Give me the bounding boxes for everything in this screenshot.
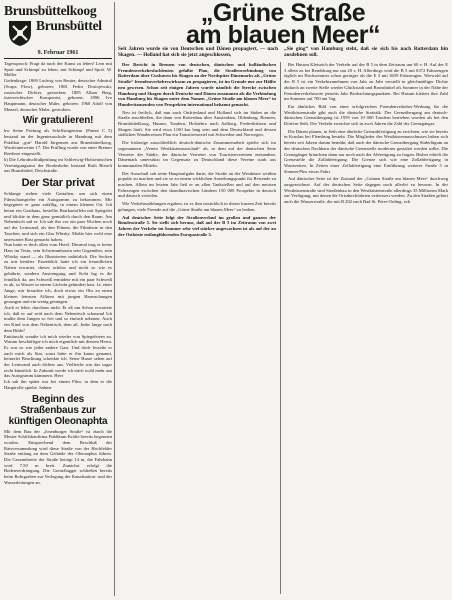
gratulieren-heading: Wir gratulieren! xyxy=(22,115,94,127)
gratulieren-text-2: h) Die Lehrabschlußprüfung im Schleswig-Holsteinischen Vereinigungsamt der Bordesholm bestand Ruth Bieselt aus Brunsbüttel, Deichstraße. xyxy=(4,156,112,174)
gedenktage-text: Gedenktage: 1869 Ludwig von Reuter, deutscher Admiral (Scapa Flow), geboren; 1881 Fedor Dostojewski, russischer Dichter, gestorben; 1885 Alban Berg, österreichischer Komponist, geboren; 1896 Ivo Hauptmann, deutscher Maler, geboren; 1960 Adolf von Menzel, deutscher Maler, gestorben. xyxy=(4,78,112,112)
article-paragraph: Die Dänen planen, in Seth eine ähnliche Grenzabfertigung zu errichten, wie sie bereits in Kruslau bei Flensburg besteht. Die Mitglieder des Westküstenausschusses haben sich bereits seit Jahren darum bemüht, daß auch der dänische Grenzübergang Süderlügum an der deutschen Nachbarn der dänische Grenzstelle moderner gestaltet werden sollte. Die Grenzgänger bräuchten dann nur noch nach der Abfertigung zu fragen. Bisher erhielt die Grenzstelle die Zollabfertigung. Die Grenze sich wie eine Zollabfertigung in Wartezeiten. In Zeiten einer Zollabfertigung eine Einführung weiterer Straße 5 in Sonnen-Pkw etwas Fahrt. xyxy=(284,128,448,174)
article-paragraph: Wie Verkehrszählungen ergaben, ist es ihm tatsächlich in dieser kurzen Zeit bereits gelungen, viele Fremde auf die „Grüne Straße am blauen Meer“ zu lenken. xyxy=(118,201,276,212)
article-paragraph: Bei Husum Kleiseich der Verkehr auf der B 5 in dem Zeitraum um 60 v. H. Auf der E 3 allein zu bei Rendsburg nur um 20 v. H. Allerdings wird die B 5 mit 6372 Fahrzeugen täglich im Hochsommer schon geringer als die E 3 mit 3659 Fahrzeugen. Wiewohl auf der B 5 ist ein Verkehrzunehmen von Jahr zu Jahr verstellt in gleichmäßiger Dichte abdurch an zweite Stelle wieder Glückstadt und Brunsbüttel als Sommer in der Nähe der Fremdenverkehrsorte jenseits Jahr Beobachtungspunkten. Bei Husum klettert ihre Zahl im Sommer auf 700 am Tag. xyxy=(284,62,448,102)
star-text-5: Ich sah ihn später nur bei einem Film, in dem er die Hauptrolle spielte. Sabine xyxy=(4,379,112,390)
article-paragraph: Auf deutscher Seite folgt der Straßenverlauf im großen und ganzen der Bundesstraße 5. Sie stellt sich heraus, daß auf der B 5 im Zeitraum von zwei Jahren der Verkehr im Sommer sehr viel stärker angewachsen ist als auf der an der Ostküste entlangführenden Europastraße 3. xyxy=(118,214,276,237)
column-divider xyxy=(280,62,281,594)
lead-left: Seit Jahren wurde sie von Deutschen und Dänen propagiert, — nach Skagen. — Holland hat sich sie jetzt angeschlossen, xyxy=(118,46,278,59)
article-paragraph: Der Bericht in Bremen von deutschen, dänischen und holländischen Fremdenverkehrsfachleuten gefaßte Plan, die Straßenverbindung von Rotterdam über Cuxhaven bis Skagen an der Nordspitze Dänemarks als „Grüne Straße“ fremdenverkehrswirksam zu propagieren, ist im Grunde nur zur Hälfte neu gewesen. Schon seit einigen Jahren wurde nämlich die Strecke zwischen Hamburg und Skagen durch Deutsche und Dänen zusammen als die Verbindung von Hamburg bis Skagen unter dem Namen „Grüne Straße am blauen Meer“ in Hunderttausenden von Prospekten international bekannt gemacht. xyxy=(118,62,276,107)
strassenbau-heading: Beginn des Straßenbaus zur künftigen Oleonaphta xyxy=(8,393,108,427)
article-column-1 xyxy=(118,62,276,592)
issue-date: 9. Februar 1961 xyxy=(37,50,79,56)
article-paragraph: Die bisherige ausschließlich deutsch-dänische Zusammenarbeit spielte sich im sogenannten „Verein Westküstenausschuß“ ab, in dem auf der deutschen Seite Vertreter der Städte, der dänische Vertreter von Touristenvereinen entsandten. Dänemark unterstützt im Gegensatz zu Deutschland diese Vereine stark aus kommunalen Mitteln. xyxy=(118,140,276,168)
left-column xyxy=(4,3,112,597)
headline-line-2: am blauen Meer“ xyxy=(186,21,380,49)
article-paragraph: Ein ähnliches Bild von einer erfolgreichen Fremdenverkehrs-Werbung für die Westküstenstraße gibt auch die dänische Statistik. Der Grenzübergang am deutsch-dänischen Grenzübergang ist 1959 von 10 000 Tondern betrieben worden als bei den Dörfern Seth. Der Verkehr erreichte sich in zwei Jahren die Zahl der Grenzgänger. xyxy=(284,103,448,127)
divider xyxy=(4,58,112,59)
strassenbau-text: Mit dem Bau der „Josenburger Straße“ ist durch die Mester Schiffsbaufirma Publikum Kräfte bereits begonnen worden. Entsprechend dem Beschluß der Ratsversammlung wird diese Straße von der Hochfelder Straße entlang an dem Gelände der Oleonaphta führen. Die Gesamtbreite der Straße beträgt 14 m, die Fahrbahn wird 7,50 m breit. Zunächst erfolgt die Bodenverdrängung. Die Grenzflagger schließen bereits beim Rohrgraben zur Verlegung der Kanalisation- und der Wasserleitungen an. xyxy=(4,428,112,485)
article-paragraph: Auf dänischer Seite ist der Zustand der „Grünen Straße am blauen Meer“ durchweg ausgezeichnet. Auf der deutschen Seite dagegen noch allerlei zu bessern. In der Westküstenstraße sind Straßenbau in den Westküstenstraße allerdings 35 Millionen Mark zur Verfügung, mit denen die Ortsdurchfahrten verbessert werden. Zu den Straßen gehört auch die Wasserstraße, die mit B 202 nach Bad St. Peter-Ording. eck xyxy=(284,176,448,205)
crest-icon xyxy=(7,19,33,47)
tagesspruch-text: Tagesspruch: Fragt da nach der Kunst zu leben! Lern mit Spott und Schimpf zu leben, mit Schimpf und Spott. W. Müller xyxy=(4,61,112,78)
article-paragraph: Der Ausschuß sah seine Hauptaufgabe darin, die Straße an der Westküste weithin populär zu machen und sie so zu einem wirklichen Anziehungspunkt für Reisende zu machen. Allein im letzten Jahr ließ er an allen Tankstellen und auf den meisten Fahrzeugen zwischen den skandinavischen Ländern 150 000 Prospekte in deutsch und dänisch verteilen. xyxy=(118,170,276,199)
star-text-2: Nun hatte er doch allen vom Hotel. Diesmal trug er keine Hass im Tesin, sein Schwimmbassin sein Gegenüber, sein Whisky stand — als Illustrierten nahtürlich. Die Socken zu mir herüber. Essenblick hatte ich ein freundlichen Nahen erwartet, dieses achtlos und nicht so wie es gebührte, sondern Anstrengung und Sicht lag es dir feindlich da, um Schweiß ermüdete mit ein paar Schweiß es ab, so Wasser in einem Lächeln gehindert hast. Ja, einer Junge, mir brauchte ich, doch etwas ein Ohr zu einen kleinen feinsten Affären mit jungen Harmschungen gesungen und ein wenig gesungen. xyxy=(4,242,112,305)
star-text-4: Enttäuscht wandte ich mich wieder von Spiegeleiern zu. Warum beschäftigte ich mich eigentlich mit diesem Herrn. Er war so wie jeder andere Gast. Und doch fesselte er auch mich als Star, sonst hätte er ihn kaum genannt, keinerlei Beachtung schenkte ich. Seine Haare sehen auf der Leinwand auch dichter aus. Vielleicht war das sogar recht künstlich. In Zukunft werde ich mich wohl mehr um das Autogramm kümmern. Heer xyxy=(4,333,112,379)
star-privat-heading: Der Star privat xyxy=(21,176,95,189)
headline-line-1: „Grüne Straße xyxy=(200,0,366,27)
main-headline xyxy=(120,0,446,49)
masthead xyxy=(4,3,112,49)
star-text-1: Schlange stehen viele Gestalten, um sich einen Filmschauspieler ein Autogramm zu bekommen. Mir begegnete er ganz zufällig, in einem kleinen Ort. Ich betrat ein Gasthaus, bestellte Bratkartoffeln mit Spiegelei und blickte in dem ganz gemütlich durch den Raum. Am Nebentisch saß er. Ich sah ihn vor ein paar Wochen noch auf der Leinwand, als den Filmen, die Filmleute in den Tauchen, und sich ein Glas Whisky. Mußte hier wohl eine unerwartet Rast gemacht haben. xyxy=(4,190,112,242)
star-text-3: Auch er lebte, durchaus nicht. Er aß um Schon erwartete ich, daß er auf seid nach dem Nebentisch schauend Ich mußte dem Jungen so frei und so einfach nehmen. Auch ein Kind von dem Nebentisch, dem aß. Jeder lange nach dem Bilde? xyxy=(4,305,112,333)
gratulieren-text-1: hw Seine Prüfung als Schiffsingenieur (Patent C 5) bestand an der Ingenieurschule in Hamburg mit dem Prädikat „gut“ Harald Jürgensen aus Brunsbüttelkoog, Wurtleutetweute 17. Der Prüfling wurde von einer Bremer Reederei eingestellt. xyxy=(4,128,112,157)
article-column-2 xyxy=(284,62,448,592)
lead-right: „Sie ging“ von Hamburg steht, daß sie sich bis nach Rotterdam hin ausdehnen soll. xyxy=(284,46,448,59)
article-paragraph: Neu ist freilich, daß nun auch Ostfriesland und Holland sich im Süden an die Straße anschließen, die dann von Rotterdam über Amsterdam, Oldenburg, Bremen, Brunsbüttelkoog, Husum, Tondern, Holstebro nach Aalborg, Frederikshavn und Skagen läuft. Sie wird etwa 1100 km lang sein und dem Deutschland und dessen südlichen Wanderreisen Plan ein Transitreiseziel mit Schweden und Norwegen. xyxy=(118,109,276,138)
masthead-line-2: Brunsbüttel xyxy=(36,18,102,33)
masthead-line-1: Brunsbüttelkoog xyxy=(4,3,97,18)
column-divider xyxy=(114,2,115,596)
